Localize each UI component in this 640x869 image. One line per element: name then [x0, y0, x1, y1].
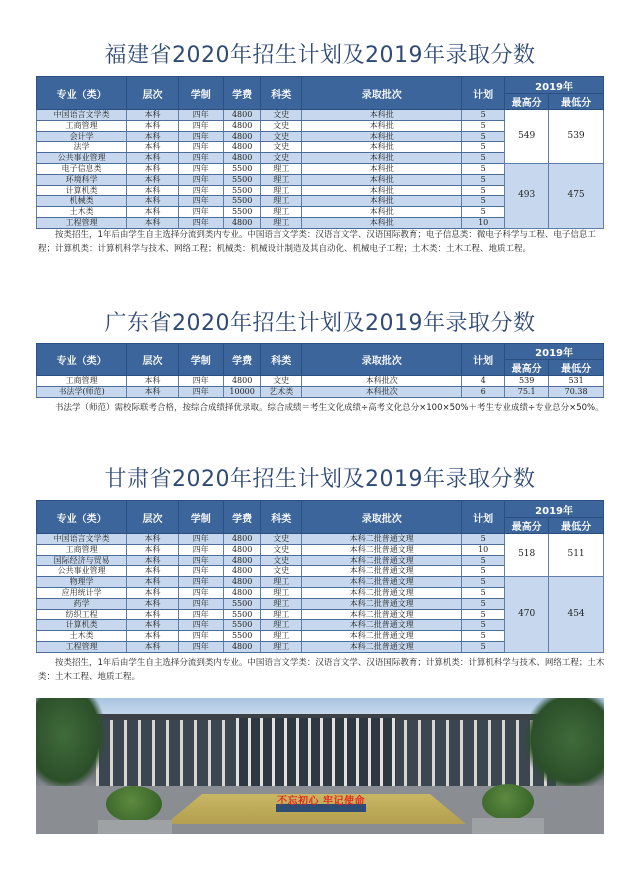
cell-level: 本科 — [127, 641, 179, 652]
table-row — [37, 163, 604, 174]
cell-tuition: 4800 — [223, 217, 261, 228]
cell-major: 工商管理 — [37, 120, 127, 131]
cell-tuition: 5500 — [223, 598, 261, 609]
cell-duration: 四年 — [178, 544, 223, 555]
building-entrance — [236, 718, 396, 788]
cell-min-score: 511 — [549, 534, 604, 577]
cell-tuition: 4800 — [223, 544, 261, 555]
cell-batch: 本科二批普通文理 — [302, 544, 462, 555]
cell-batch: 本科二批普通文理 — [302, 609, 462, 620]
cell-plan: 5 — [462, 207, 505, 218]
cell-tuition: 4800 — [223, 142, 261, 153]
cell-plan: 5 — [462, 534, 505, 545]
cell-min: 70.38 — [549, 386, 604, 397]
cell-plan: 5 — [462, 131, 505, 142]
cell-category: 理工 — [261, 207, 302, 218]
cell-duration: 四年 — [178, 555, 223, 566]
header-duration: 学制 — [178, 344, 223, 376]
gansu-table — [36, 500, 604, 653]
cell-batch: 本科批次 — [302, 386, 462, 397]
slogan-sign: 不忘初心 牢记使命 — [277, 796, 365, 807]
header-major: 专业（类） — [37, 77, 127, 110]
cell-level: 本科 — [127, 555, 179, 566]
cell-batch: 本科批 — [302, 185, 462, 196]
cell-duration: 四年 — [178, 120, 223, 131]
cell-category: 理工 — [261, 631, 302, 642]
header-batch: 录取批次 — [302, 77, 462, 110]
cell-category: 理工 — [261, 641, 302, 652]
header-plan: 计划 — [462, 344, 505, 376]
cell-duration: 四年 — [178, 598, 223, 609]
cell-major: 纺织工程 — [37, 609, 127, 620]
cell-category: 文史 — [261, 131, 302, 142]
cell-batch: 本科批 — [302, 207, 462, 218]
header-max: 最高分 — [505, 94, 549, 110]
header-level: 层次 — [127, 501, 179, 534]
cell-tuition: 5500 — [223, 196, 261, 207]
cell-level: 本科 — [127, 631, 179, 642]
cell-duration: 四年 — [178, 641, 223, 652]
header-level: 层次 — [127, 344, 179, 376]
cell-batch: 本科批 — [302, 174, 462, 185]
table-row — [37, 386, 604, 397]
cell-duration: 四年 — [178, 566, 223, 577]
tree-left — [36, 698, 106, 790]
cell-batch: 本科批 — [302, 153, 462, 164]
cell-tuition: 5500 — [223, 631, 261, 642]
fujian-title: 福建省2020年招生计划及2019年录取分数 — [104, 43, 536, 68]
cell-tuition: 5500 — [223, 185, 261, 196]
cell-duration: 四年 — [178, 110, 223, 121]
cell-batch: 本科批 — [302, 142, 462, 153]
cell-min: 531 — [549, 376, 604, 387]
cell-category: 文史 — [261, 120, 302, 131]
cell-batch: 本科二批普通文理 — [302, 534, 462, 545]
cell-major: 环境科学 — [37, 174, 127, 185]
cell-batch: 本科批 — [302, 163, 462, 174]
cell-duration: 四年 — [178, 376, 223, 387]
cell-category: 理工 — [261, 587, 302, 598]
cell-plan: 5 — [462, 609, 505, 620]
cell-batch: 本科批 — [302, 131, 462, 142]
bush-left — [106, 786, 162, 822]
cell-category: 文史 — [261, 544, 302, 555]
cell-major: 物理学 — [37, 577, 127, 588]
cell-duration: 四年 — [178, 620, 223, 631]
cell-level: 本科 — [127, 174, 179, 185]
cell-max-score: 493 — [505, 163, 549, 228]
cell-level: 本科 — [127, 577, 179, 588]
cell-major: 土木类 — [37, 207, 127, 218]
cell-duration: 四年 — [178, 631, 223, 642]
cell-tuition: 4800 — [223, 131, 261, 142]
bush-right — [482, 784, 534, 820]
cell-max-score: 518 — [505, 534, 549, 577]
cell-plan: 5 — [462, 174, 505, 185]
cell-max-score: 470 — [505, 577, 549, 653]
cell-category: 艺术类 — [261, 386, 302, 397]
cell-tuition: 4800 — [223, 641, 261, 652]
cell-batch: 本科二批普通文理 — [302, 555, 462, 566]
cell-duration: 四年 — [178, 386, 223, 397]
cell-duration: 四年 — [178, 163, 223, 174]
table-row — [37, 110, 604, 121]
cell-level: 本科 — [127, 534, 179, 545]
cell-plan: 5 — [462, 631, 505, 642]
header-plan: 计划 — [462, 501, 505, 534]
header-batch: 录取批次 — [302, 344, 462, 376]
cell-plan: 6 — [462, 386, 505, 397]
header-duration: 学制 — [178, 501, 223, 534]
header-major: 专业（类） — [37, 344, 127, 376]
cell-level: 本科 — [127, 544, 179, 555]
cell-major: 工程管理 — [37, 217, 127, 228]
cell-level: 本科 — [127, 598, 179, 609]
cell-level: 本科 — [127, 609, 179, 620]
header-major: 专业（类） — [37, 501, 127, 534]
cell-max-score: 549 — [505, 110, 549, 164]
guangdong-title: 广东省2020年招生计划及2019年录取分数 — [104, 311, 536, 336]
cell-level: 本科 — [127, 207, 179, 218]
cell-tuition: 10000 — [223, 386, 261, 397]
cell-duration: 四年 — [178, 153, 223, 164]
cell-major: 会计学 — [37, 131, 127, 142]
cell-batch: 本科二批普通文理 — [302, 631, 462, 642]
cell-major: 计算机类 — [37, 620, 127, 631]
fujian-note: 按类招生，1年后由学生自主选择分流到类内专业。中国语言文学类：汉语言文学、汉语国际教育；电子信息类：微电子科学与工程、电子信息工程；计算机类：计算机科学与技术、网络工程；机械类：机械设计制造及其自动化、机械电子工程；土木类：土木工程、地质工程。 — [38, 230, 596, 254]
cell-max: 75.1 — [505, 386, 549, 397]
table-row — [37, 577, 604, 588]
cell-plan: 5 — [462, 555, 505, 566]
header-max: 最高分 — [505, 360, 549, 376]
header-category: 科类 — [261, 501, 302, 534]
cell-major: 中国语言文学类 — [37, 534, 127, 545]
cell-duration: 四年 — [178, 217, 223, 228]
cell-batch: 本科二批普通文理 — [302, 598, 462, 609]
cell-duration: 四年 — [178, 587, 223, 598]
cell-major: 公共事业管理 — [37, 153, 127, 164]
cell-major: 公共事业管理 — [37, 566, 127, 577]
cell-tuition: 4800 — [223, 153, 261, 164]
cell-duration: 四年 — [178, 196, 223, 207]
cell-duration: 四年 — [178, 174, 223, 185]
header-category: 科类 — [261, 344, 302, 376]
cell-category: 理工 — [261, 185, 302, 196]
cell-plan: 5 — [462, 587, 505, 598]
cell-plan: 5 — [462, 153, 505, 164]
cell-category: 理工 — [261, 174, 302, 185]
cell-level: 本科 — [127, 120, 179, 131]
cell-level: 本科 — [127, 142, 179, 153]
cell-major: 土木类 — [37, 631, 127, 642]
cell-tuition: 4800 — [223, 120, 261, 131]
cell-major: 应用统计学 — [37, 587, 127, 598]
cell-major: 工程管理 — [37, 641, 127, 652]
cell-major: 工商管理 — [37, 544, 127, 555]
cell-category: 理工 — [261, 598, 302, 609]
planter-right — [472, 818, 544, 834]
cell-level: 本科 — [127, 153, 179, 164]
cell-tuition: 4800 — [223, 566, 261, 577]
header-min: 最低分 — [549, 360, 604, 376]
cell-category: 文史 — [261, 142, 302, 153]
header-batch: 录取批次 — [302, 501, 462, 534]
header-category: 科类 — [261, 77, 302, 110]
cell-level: 本科 — [127, 185, 179, 196]
cell-major: 机械类 — [37, 196, 127, 207]
guangdong-table — [36, 343, 604, 398]
header-year: 2019年 — [505, 77, 604, 94]
cell-level: 本科 — [127, 217, 179, 228]
cell-level: 本科 — [127, 196, 179, 207]
planter-left — [98, 820, 172, 834]
cell-tuition: 5500 — [223, 174, 261, 185]
cell-batch: 本科二批普通文理 — [302, 641, 462, 652]
cell-category: 理工 — [261, 163, 302, 174]
cell-level: 本科 — [127, 163, 179, 174]
cell-category: 文史 — [261, 110, 302, 121]
cell-min-score: 539 — [549, 110, 604, 164]
cell-tuition: 4800 — [223, 577, 261, 588]
header-max: 最高分 — [505, 518, 549, 534]
cell-tuition: 4800 — [223, 555, 261, 566]
cell-batch: 本科二批普通文理 — [302, 566, 462, 577]
cell-batch: 本科二批普通文理 — [302, 577, 462, 588]
header-tuition: 学费 — [223, 77, 261, 110]
cell-plan: 5 — [462, 566, 505, 577]
header-year: 2019年 — [505, 344, 604, 360]
cell-major: 中国语言文学类 — [37, 110, 127, 121]
cell-tuition: 5500 — [223, 207, 261, 218]
cell-plan: 5 — [462, 196, 505, 207]
cell-duration: 四年 — [178, 207, 223, 218]
cell-level: 本科 — [127, 376, 179, 387]
cell-major: 计算机类 — [37, 185, 127, 196]
header-level: 层次 — [127, 77, 179, 110]
fujian-table — [36, 76, 604, 229]
cell-duration: 四年 — [178, 609, 223, 620]
cell-category: 理工 — [261, 217, 302, 228]
cell-plan: 5 — [462, 641, 505, 652]
header-duration: 学制 — [178, 77, 223, 110]
cell-level: 本科 — [127, 587, 179, 598]
cell-category: 文史 — [261, 555, 302, 566]
cell-batch: 本科批次 — [302, 376, 462, 387]
cell-plan: 5 — [462, 110, 505, 121]
cell-batch: 本科批 — [302, 110, 462, 121]
cell-level: 本科 — [127, 131, 179, 142]
cell-category: 理工 — [261, 620, 302, 631]
table-row — [37, 534, 604, 545]
table-row — [37, 376, 604, 387]
cell-batch: 本科批 — [302, 120, 462, 131]
cell-level: 本科 — [127, 110, 179, 121]
guangdong-note: 书法学（师范）需校际联考合格，按综合成绩择优录取。综合成绩＝考生文化成绩÷高考文化总分×100×50%＋考生专业成绩÷专业总分×50%。 — [55, 403, 604, 413]
header-min: 最低分 — [549, 94, 604, 110]
cell-duration: 四年 — [178, 534, 223, 545]
cell-category: 理工 — [261, 609, 302, 620]
cell-level: 本科 — [127, 620, 179, 631]
cell-plan: 5 — [462, 120, 505, 131]
cell-plan: 10 — [462, 544, 505, 555]
cell-plan: 5 — [462, 620, 505, 631]
cell-category: 文史 — [261, 153, 302, 164]
cell-tuition: 5500 — [223, 620, 261, 631]
cell-batch: 本科二批普通文理 — [302, 587, 462, 598]
cell-tuition: 4800 — [223, 376, 261, 387]
cell-plan: 5 — [462, 577, 505, 588]
cell-duration: 四年 — [178, 131, 223, 142]
tree-right — [524, 698, 604, 790]
cell-duration: 四年 — [178, 142, 223, 153]
cell-duration: 四年 — [178, 577, 223, 588]
cell-max: 539 — [505, 376, 549, 387]
header-tuition: 学费 — [223, 344, 261, 376]
cell-tuition: 4800 — [223, 534, 261, 545]
cell-major: 电子信息类 — [37, 163, 127, 174]
cell-major: 法学 — [37, 142, 127, 153]
cell-min-score: 475 — [549, 163, 604, 228]
gansu-title: 甘肃省2020年招生计划及2019年录取分数 — [104, 467, 536, 492]
header-min: 最低分 — [549, 518, 604, 534]
cell-category: 文史 — [261, 534, 302, 545]
cell-tuition: 5500 — [223, 609, 261, 620]
cell-category: 理工 — [261, 577, 302, 588]
cell-plan: 10 — [462, 217, 505, 228]
cell-batch: 本科批 — [302, 196, 462, 207]
cell-major: 书法学(师范) — [37, 386, 127, 397]
cell-major: 国际经济与贸易 — [37, 555, 127, 566]
cell-tuition: 4800 — [223, 587, 261, 598]
cell-level: 本科 — [127, 566, 179, 577]
cell-batch: 本科二批普通文理 — [302, 620, 462, 631]
cell-major: 工商管理 — [37, 376, 127, 387]
cell-tuition: 5500 — [223, 163, 261, 174]
cell-category: 文史 — [261, 566, 302, 577]
cell-category: 文史 — [261, 376, 302, 387]
cell-batch: 本科批 — [302, 217, 462, 228]
cell-plan: 5 — [462, 142, 505, 153]
header-year: 2019年 — [505, 501, 604, 518]
cell-category: 理工 — [261, 196, 302, 207]
cell-min-score: 454 — [549, 577, 604, 653]
cell-plan: 5 — [462, 163, 505, 174]
header-tuition: 学费 — [223, 501, 261, 534]
header-plan: 计划 — [462, 77, 505, 110]
cell-level: 本科 — [127, 386, 179, 397]
cell-plan: 4 — [462, 376, 505, 387]
cell-major: 药学 — [37, 598, 127, 609]
cell-tuition: 4800 — [223, 110, 261, 121]
campus-photo — [36, 698, 604, 834]
cell-plan: 5 — [462, 185, 505, 196]
cell-plan: 5 — [462, 598, 505, 609]
cell-duration: 四年 — [178, 185, 223, 196]
gansu-note: 按类招生，1年后由学生自主选择分流到类内专业。中国语言文学类：汉语言文学、汉语国际教育；计算机类：计算机科学与技术、网络工程；土木类：土木工程、地质工程。 — [38, 658, 605, 682]
